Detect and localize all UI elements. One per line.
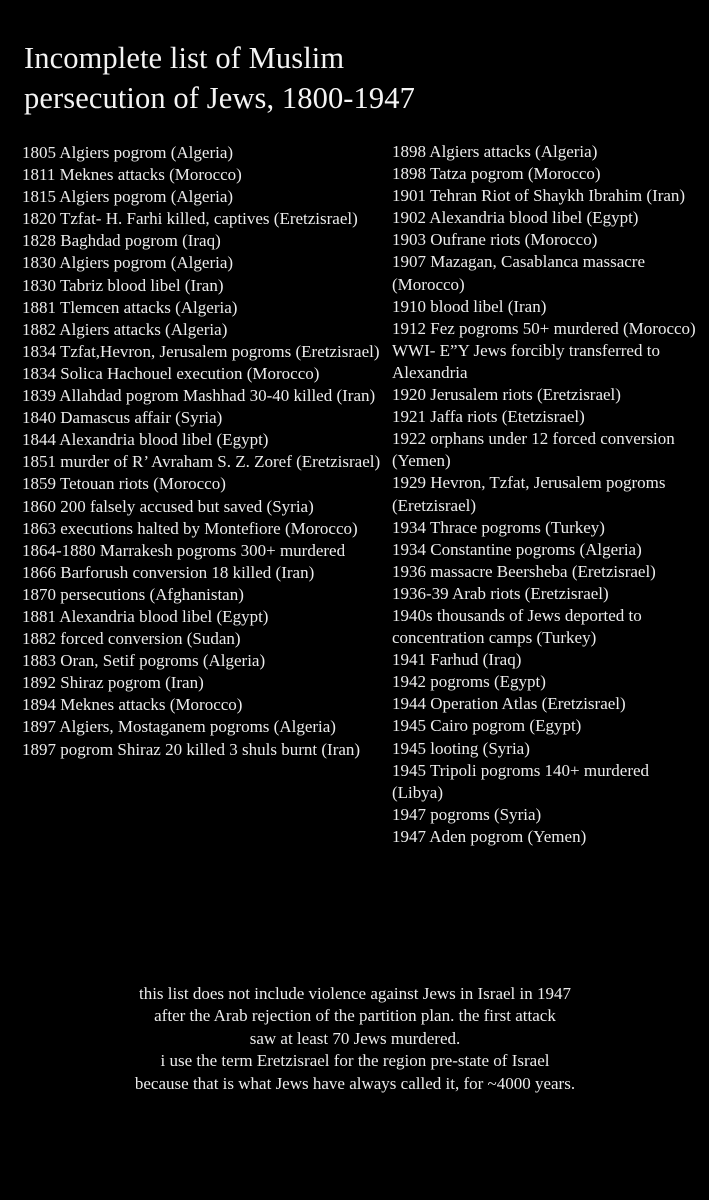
list-item: 1929 Hevron, Tzfat, Jerusalem pogroms (Eretzisrael)	[392, 473, 666, 515]
list-item: 1897 pogrom Shiraz 20 killed 3 shuls burnt (Iran)	[22, 739, 361, 759]
list-item: 1934 Constantine pogroms (Algeria)	[392, 539, 642, 559]
right-column-list	[392, 141, 704, 848]
list-item: 1815 Algiers pogrom (Algeria)	[22, 187, 234, 207]
list-item: 1912 Fez pogroms 50+ murdered (Morocco)	[392, 318, 696, 338]
list-item: 1805 Algiers pogrom (Algeria)	[22, 143, 234, 162]
list-item: 1910 blood libel (Iran)	[392, 296, 547, 316]
footer-note	[40, 983, 670, 1095]
page-title	[24, 38, 415, 118]
list-item: 1947 pogroms (Syria)	[392, 804, 542, 824]
list-item: 1897 Algiers, Mostaganem pogroms (Algeria)	[22, 717, 336, 737]
list-item: 1834 Tzfat,Hevron, Jerusalem pogroms (Eretzisrael)	[22, 341, 380, 361]
list-item: 1882 Algiers attacks (Algeria)	[22, 319, 228, 339]
list-item: 1903 Oufrane riots (Morocco)	[392, 230, 598, 250]
list-item: 1934 Thrace pogroms (Turkey)	[392, 517, 605, 537]
list-item: 1894 Meknes attacks (Morocco)	[22, 695, 243, 715]
left-column-list	[22, 142, 387, 761]
list-item: 1898 Tatza pogrom (Morocco)	[392, 164, 601, 184]
list-item: 1811 Meknes attacks (Morocco)	[22, 165, 242, 185]
list-item: 1936 massacre Beersheba (Eretzisrael)	[392, 561, 656, 581]
list-item: 1945 Tripoli pogroms 140+ murdered (Libya)	[392, 760, 650, 802]
footer-line: because that is what Jews have always called it, for ~4000 years.	[134, 1073, 576, 1093]
list-item: 1844 Alexandria blood libel (Egypt)	[22, 430, 269, 450]
list-item: 1941 Farhud (Iraq)	[392, 650, 522, 670]
footer-line: after the Arab rejection of the partition plan. the first attack	[154, 1006, 556, 1026]
footer-line: saw at least 70 Jews murdered.	[249, 1028, 461, 1048]
list-item: 1920 Jerusalem riots (Eretzisrael)	[392, 385, 621, 405]
list-item: 1870 persecutions (Afghanistan)	[22, 584, 244, 604]
list-item: 1902 Alexandria blood libel (Egypt)	[392, 208, 639, 228]
list-item: 1830 Tabriz blood libel (Iran)	[22, 275, 224, 295]
list-item: 1921 Jaffa riots (Etetzisrael)	[392, 407, 585, 427]
list-item: 1881 Tlemcen attacks (Algeria)	[22, 297, 238, 317]
list-item: 1839 Allahdad pogrom Mashhad 30-40 killed (Iran)	[22, 386, 376, 406]
list-item: 1892 Shiraz pogrom (Iran)	[22, 673, 204, 693]
title-line: Incomplete list of Muslim	[24, 41, 345, 75]
list-item: 1864-1880 Marrakesh pogroms 300+ murdered	[22, 540, 346, 560]
list-item: 1882 forced conversion (Sudan)	[22, 629, 241, 649]
list-item: 1945 Cairo pogrom (Egypt)	[392, 716, 582, 736]
list-item: 1820 Tzfat- H. Farhi killed, captives (Eretzisrael)	[22, 209, 358, 229]
list-item: 1840 Damascus affair (Syria)	[22, 408, 223, 428]
list-item: 1940s thousands of Jews deported to concentration camps (Turkey)	[392, 605, 642, 648]
list-item: 1936-39 Arab riots (Eretzisrael)	[392, 583, 609, 603]
footer-line: i use the term Eretzisrael for the region pre-state of Israel	[160, 1051, 550, 1071]
list-item: 1942 pogroms (Egypt)	[392, 672, 546, 692]
list-item: 1866 Barforush conversion 18 killed (Iran)	[22, 562, 315, 582]
list-item: 1834 Solica Hachouel execution (Morocco)	[22, 363, 320, 383]
list-item: 1944 Operation Atlas (Eretzisrael)	[392, 694, 626, 714]
list-item: 1859 Tetouan riots (Morocco)	[22, 474, 226, 494]
footer-line: this list does not include violence against Jews in Israel in 1947	[138, 984, 571, 1003]
list-item: 1883 Oran, Setif pogroms (Algeria)	[22, 651, 266, 671]
list-item: 1907 Mazagan, Casablanca massacre (Morocco)	[392, 252, 645, 294]
title-line: persecution of Jews, 1800-1947	[24, 81, 415, 115]
list-item: 1947 Aden pogrom (Yemen)	[392, 826, 587, 846]
list-item: 1898 Algiers attacks (Algeria)	[392, 142, 598, 161]
list-item: 1881 Alexandria blood libel (Egypt)	[22, 606, 269, 626]
list-item: 1851 murder of R’ Avraham S. Z. Zoref (Eretzisrael)	[22, 452, 381, 472]
list-item: 1828 Baghdad pogrom (Iraq)	[22, 231, 221, 251]
list-item: 1922 orphans under 12 forced conversion (Yemen)	[392, 429, 675, 471]
list-item: 1863 executions halted by Montefiore (Morocco)	[22, 518, 358, 538]
list-item: 1901 Tehran Riot of Shaykh Ibrahim (Iran)	[392, 186, 686, 206]
list-item: 1945 looting (Syria)	[392, 738, 530, 758]
list-item: WWI- E”Y Jews forcibly transferred to Alexandria	[392, 340, 660, 382]
list-item: 1860 200 falsely accused but saved (Syria)	[22, 496, 314, 516]
list-item: 1830 Algiers pogrom (Algeria)	[22, 253, 234, 273]
